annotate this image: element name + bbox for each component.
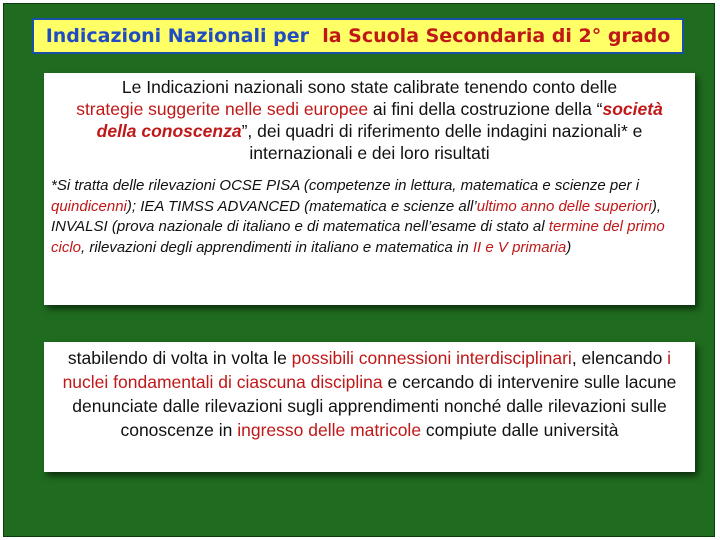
secondary-paragraph [44,342,695,442]
title-part-2: la Scuola Secondaria di 2° grado [322,25,671,47]
slide [3,3,715,537]
highlight-end-first-cycle: termine del primo ciclo [51,218,665,256]
secondary-text-box [44,342,695,472]
text-segment: compiute dalle università [421,420,619,440]
main-text-box [44,73,695,305]
text-segment: *Si tratta delle rilevazioni OCSE PISA (competenze in lettura, matematica e scienze per i [51,177,640,194]
title-part-1: Indicazioni Nazionali per [45,25,309,47]
highlight-fifteen-year-olds: quindicenni [51,197,127,215]
main-paragraph [44,73,695,164]
text-segment: , elencando [571,348,668,368]
text-segment: stabilendo di volta in volta le [67,348,292,368]
highlight-last-year-high-school: ultimo anno delle superiori [476,197,652,215]
text-segment: ai fini della costruzione della “ [368,99,603,119]
highlight-european-strategies: strategie suggerite nelle sedi europee [76,99,369,119]
highlight-interdisciplinary-connections: possibili connessioni interdisciplinari [291,348,572,368]
text-segment: ), INVALSI (prova nazionale di italiano e di matematica nell’esame di stato al [51,197,662,235]
highlight-primary-grades: II e V primaria [472,238,567,256]
text-segment: Le Indicazioni nazionali sono state calibrate tenendo conto delle [121,77,618,97]
footnote [44,164,695,258]
highlight-knowledge-society: società della conoscenza [96,99,663,141]
slide-title [32,18,684,54]
text-segment: , rilevazioni degli apprendimenti in italiano e matematica in [81,238,473,256]
text-segment: ”, dei quadri di riferimento delle indagini nazionali* e internazionali e dei loro risultati [241,121,643,163]
text-segment: ); IEA TIMSS ADVANCED (matematica e scienze all’ [126,197,477,215]
highlight-core-nuclei: i nuclei fondamentali di ciascuna disciplina [62,348,672,392]
highlight-freshmen-entry: ingresso delle matricole [237,420,422,440]
text-segment: e cercando di intervenire sulle lacune denunciate dalle rilevazioni sugli apprendimenti nonché dalle rilevazioni sulle conoscenze in [72,372,677,440]
text-segment: ) [566,238,572,256]
